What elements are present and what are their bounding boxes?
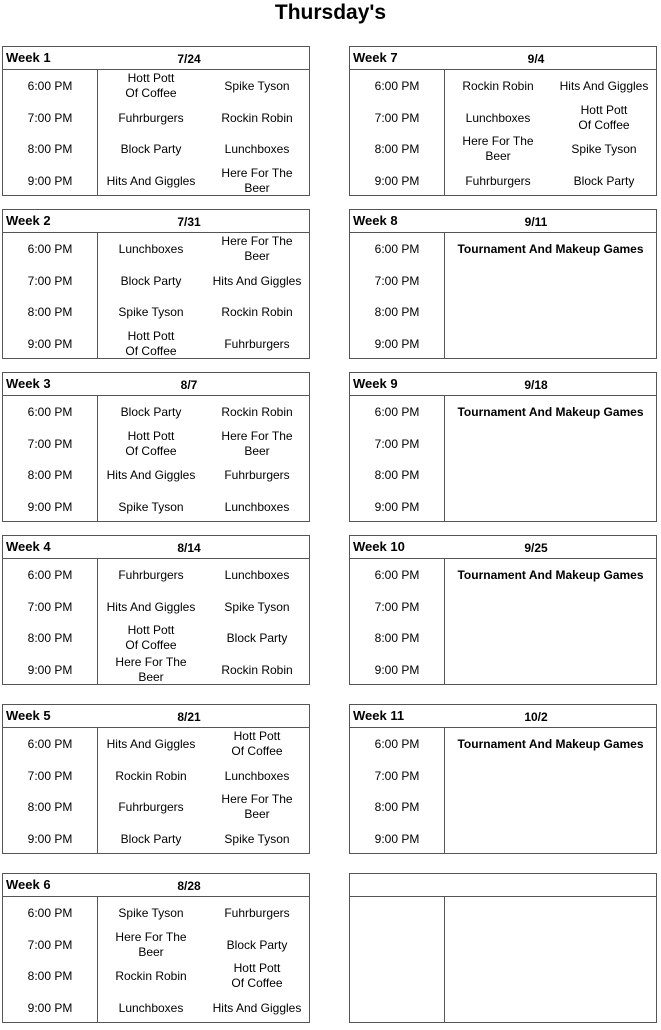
home-team: Hott Pott Of Coffee	[125, 429, 177, 458]
week-label: Week 4	[6, 539, 51, 554]
game-time: 9:00 PM	[27, 500, 73, 514]
game-time: 7:00 PM	[374, 274, 420, 288]
game-time: 8:00 PM	[27, 800, 73, 814]
game-time: 6:00 PM	[374, 568, 420, 582]
home-team: Hott Pott Of Coffee	[125, 71, 177, 100]
game-time: 6:00 PM	[374, 405, 420, 419]
week-header	[3, 47, 309, 70]
away-team: Hits And Giggles	[212, 273, 302, 288]
game-row	[3, 265, 309, 297]
game-row	[3, 728, 309, 760]
game-row	[3, 591, 309, 623]
game-time: 9:00 PM	[374, 337, 420, 351]
week-block	[349, 209, 657, 359]
game-time: 8:00 PM	[374, 800, 420, 814]
game-time: 6:00 PM	[27, 242, 73, 256]
away-team: Block Party	[573, 173, 635, 188]
game-row	[350, 328, 656, 360]
week-block	[349, 46, 657, 196]
home-team: Hits And Giggles	[106, 467, 196, 482]
week-date: 8/21	[177, 710, 201, 724]
game-time: 8:00 PM	[27, 468, 73, 482]
week-label: Week 6	[6, 877, 51, 892]
game-time: 6:00 PM	[374, 737, 420, 751]
week-header	[3, 874, 309, 897]
week-label: Week 5	[6, 708, 51, 723]
game-row	[3, 559, 309, 591]
game-time: 7:00 PM	[27, 769, 73, 783]
game-row	[350, 396, 656, 428]
away-team: Hits And Giggles	[212, 1000, 302, 1015]
game-time: 7:00 PM	[27, 274, 73, 288]
week-label: Week 7	[353, 50, 398, 65]
week-header	[350, 373, 656, 396]
game-row	[3, 459, 309, 491]
away-team: Hott Pott Of Coffee	[231, 729, 283, 758]
week-label: Week 8	[353, 213, 398, 228]
game-row	[350, 791, 656, 823]
home-team: Fuhrburgers	[118, 799, 184, 814]
week-date: 7/31	[177, 215, 201, 229]
home-team: Fuhrburgers	[465, 173, 531, 188]
game-row	[3, 823, 309, 855]
week-block	[2, 46, 310, 196]
home-team: Rockin Robin	[462, 78, 534, 93]
game-row	[3, 654, 309, 686]
game-row	[3, 897, 309, 929]
home-team: Hott Pott Of Coffee	[125, 329, 177, 358]
game-row	[3, 760, 309, 792]
game-time: 9:00 PM	[27, 337, 73, 351]
game-row	[350, 491, 656, 523]
game-row	[3, 70, 309, 102]
away-team: Hott Pott Of Coffee	[578, 103, 630, 132]
week-block	[2, 535, 310, 685]
home-team: Spike Tyson	[118, 304, 184, 319]
week-date: 9/4	[527, 52, 545, 66]
away-team: Rockin Robin	[221, 404, 293, 419]
game-row	[3, 328, 309, 360]
game-row	[3, 791, 309, 823]
column-divider	[444, 896, 445, 1022]
game-row	[3, 133, 309, 165]
game-row	[350, 654, 656, 686]
home-team: Fuhrburgers	[118, 567, 184, 582]
home-team: Spike Tyson	[118, 499, 184, 514]
game-row	[350, 165, 656, 197]
game-row	[3, 102, 309, 134]
game-time: 9:00 PM	[27, 832, 73, 846]
home-team: Lunchboxes	[465, 110, 531, 125]
tournament-note: Tournament And Makeup Games	[457, 737, 644, 751]
away-team: Rockin Robin	[221, 304, 293, 319]
game-row	[3, 296, 309, 328]
week-block	[349, 372, 657, 522]
game-row	[3, 622, 309, 654]
week-header	[3, 373, 309, 396]
away-team: Lunchboxes	[224, 499, 290, 514]
week-header	[350, 536, 656, 559]
game-row	[3, 929, 309, 961]
game-row	[350, 265, 656, 297]
away-team: Lunchboxes	[224, 141, 290, 156]
home-team: Spike Tyson	[118, 905, 184, 920]
game-row	[350, 459, 656, 491]
home-team: Hits And Giggles	[106, 599, 196, 614]
game-time: 7:00 PM	[27, 437, 73, 451]
game-row	[350, 760, 656, 792]
game-row	[350, 559, 656, 591]
week-block	[2, 873, 310, 1023]
away-team: Here For The Beer	[221, 792, 293, 821]
home-team: Rockin Robin	[115, 968, 187, 983]
game-row	[350, 133, 656, 165]
away-team: Hits And Giggles	[559, 78, 649, 93]
game-time: 8:00 PM	[374, 142, 420, 156]
game-time: 9:00 PM	[27, 1001, 73, 1015]
game-row	[350, 428, 656, 460]
week-block	[349, 535, 657, 685]
week-label: Week 9	[353, 376, 398, 391]
game-time: 7:00 PM	[27, 600, 73, 614]
away-team: Spike Tyson	[224, 78, 290, 93]
week-date: 8/14	[177, 541, 201, 555]
game-time: 8:00 PM	[27, 142, 73, 156]
week-header	[3, 210, 309, 233]
week-block	[349, 704, 657, 854]
game-time: 6:00 PM	[27, 79, 73, 93]
game-row	[350, 70, 656, 102]
game-row	[3, 491, 309, 523]
game-row	[350, 728, 656, 760]
game-row	[3, 960, 309, 992]
game-row	[350, 233, 656, 265]
game-row	[350, 622, 656, 654]
week-block	[2, 704, 310, 854]
home-team: Here For The Beer	[115, 655, 187, 684]
game-time: 6:00 PM	[27, 737, 73, 751]
away-team: Rockin Robin	[221, 110, 293, 125]
game-row	[3, 165, 309, 197]
week-label: Week 3	[6, 376, 51, 391]
game-time: 8:00 PM	[374, 631, 420, 645]
week-header	[350, 210, 656, 233]
game-row	[3, 428, 309, 460]
week-date: 10/2	[524, 710, 548, 724]
game-row	[350, 102, 656, 134]
game-time: 7:00 PM	[27, 938, 73, 952]
home-team: Lunchboxes	[118, 241, 184, 256]
game-time: 9:00 PM	[374, 832, 420, 846]
away-team: Spike Tyson	[571, 141, 637, 156]
away-team: Here For The Beer	[221, 429, 293, 458]
week-header	[350, 705, 656, 728]
away-team: Lunchboxes	[224, 567, 290, 582]
game-time: 9:00 PM	[374, 663, 420, 677]
game-time: 7:00 PM	[374, 111, 420, 125]
week-label: Week 1	[6, 50, 51, 65]
away-team: Spike Tyson	[224, 599, 290, 614]
away-team: Block Party	[226, 937, 288, 952]
home-team: Block Party	[120, 404, 182, 419]
away-team: Fuhrburgers	[224, 336, 290, 351]
week-label: Week 2	[6, 213, 51, 228]
page-title: Thursday's	[274, 1, 387, 24]
home-team: Here For The Beer	[462, 134, 534, 163]
home-team: Hott Pott Of Coffee	[125, 623, 177, 652]
away-team: Fuhrburgers	[224, 467, 290, 482]
game-time: 6:00 PM	[27, 405, 73, 419]
game-time: 6:00 PM	[374, 242, 420, 256]
away-team: Spike Tyson	[224, 831, 290, 846]
week-date: 8/28	[177, 879, 201, 893]
week-date: 9/11	[524, 215, 548, 229]
game-time: 9:00 PM	[27, 174, 73, 188]
away-team: Fuhrburgers	[224, 905, 290, 920]
tournament-note: Tournament And Makeup Games	[457, 568, 644, 582]
game-row	[350, 591, 656, 623]
home-team: Block Party	[120, 273, 182, 288]
home-team: Here For The Beer	[115, 930, 187, 959]
week-block	[2, 209, 310, 359]
game-time: 8:00 PM	[374, 305, 420, 319]
tournament-note: Tournament And Makeup Games	[457, 242, 644, 256]
home-team: Rockin Robin	[115, 768, 187, 783]
away-team: Here For The Beer	[221, 166, 293, 195]
away-team: Block Party	[226, 630, 288, 645]
week-header	[350, 47, 656, 70]
home-team: Hits And Giggles	[106, 173, 196, 188]
game-time: 9:00 PM	[374, 500, 420, 514]
home-team: Lunchboxes	[118, 1000, 184, 1015]
week-label: Week 11	[353, 708, 405, 723]
home-team: Block Party	[120, 831, 182, 846]
game-time: 8:00 PM	[27, 305, 73, 319]
game-row	[3, 233, 309, 265]
game-time: 8:00 PM	[27, 969, 73, 983]
game-time: 7:00 PM	[27, 111, 73, 125]
home-team: Hits And Giggles	[106, 736, 196, 751]
week-header	[3, 705, 309, 728]
home-team: Block Party	[120, 141, 182, 156]
away-team: Here For The Beer	[221, 234, 293, 263]
game-row	[350, 296, 656, 328]
game-time: 9:00 PM	[27, 663, 73, 677]
game-time: 6:00 PM	[27, 568, 73, 582]
home-team: Fuhrburgers	[118, 110, 184, 125]
away-team: Rockin Robin	[221, 662, 293, 677]
away-team: Lunchboxes	[224, 768, 290, 783]
tournament-note: Tournament And Makeup Games	[457, 405, 644, 419]
week-date: 9/25	[524, 541, 548, 555]
empty-header	[350, 874, 656, 897]
game-time: 8:00 PM	[27, 631, 73, 645]
game-time: 7:00 PM	[374, 600, 420, 614]
week-header	[3, 536, 309, 559]
empty-week-block	[349, 873, 657, 1023]
game-time: 7:00 PM	[374, 769, 420, 783]
week-date: 9/18	[524, 378, 548, 392]
game-time: 7:00 PM	[374, 437, 420, 451]
week-date: 7/24	[177, 52, 201, 66]
week-date: 8/7	[180, 378, 198, 392]
away-team: Hott Pott Of Coffee	[231, 961, 283, 990]
game-time: 8:00 PM	[374, 468, 420, 482]
game-time: 6:00 PM	[374, 79, 420, 93]
game-row	[3, 992, 309, 1024]
week-block	[2, 372, 310, 522]
week-label: Week 10	[353, 539, 405, 554]
game-row	[3, 396, 309, 428]
game-time: 6:00 PM	[27, 906, 73, 920]
game-time: 9:00 PM	[374, 174, 420, 188]
game-row	[350, 823, 656, 855]
